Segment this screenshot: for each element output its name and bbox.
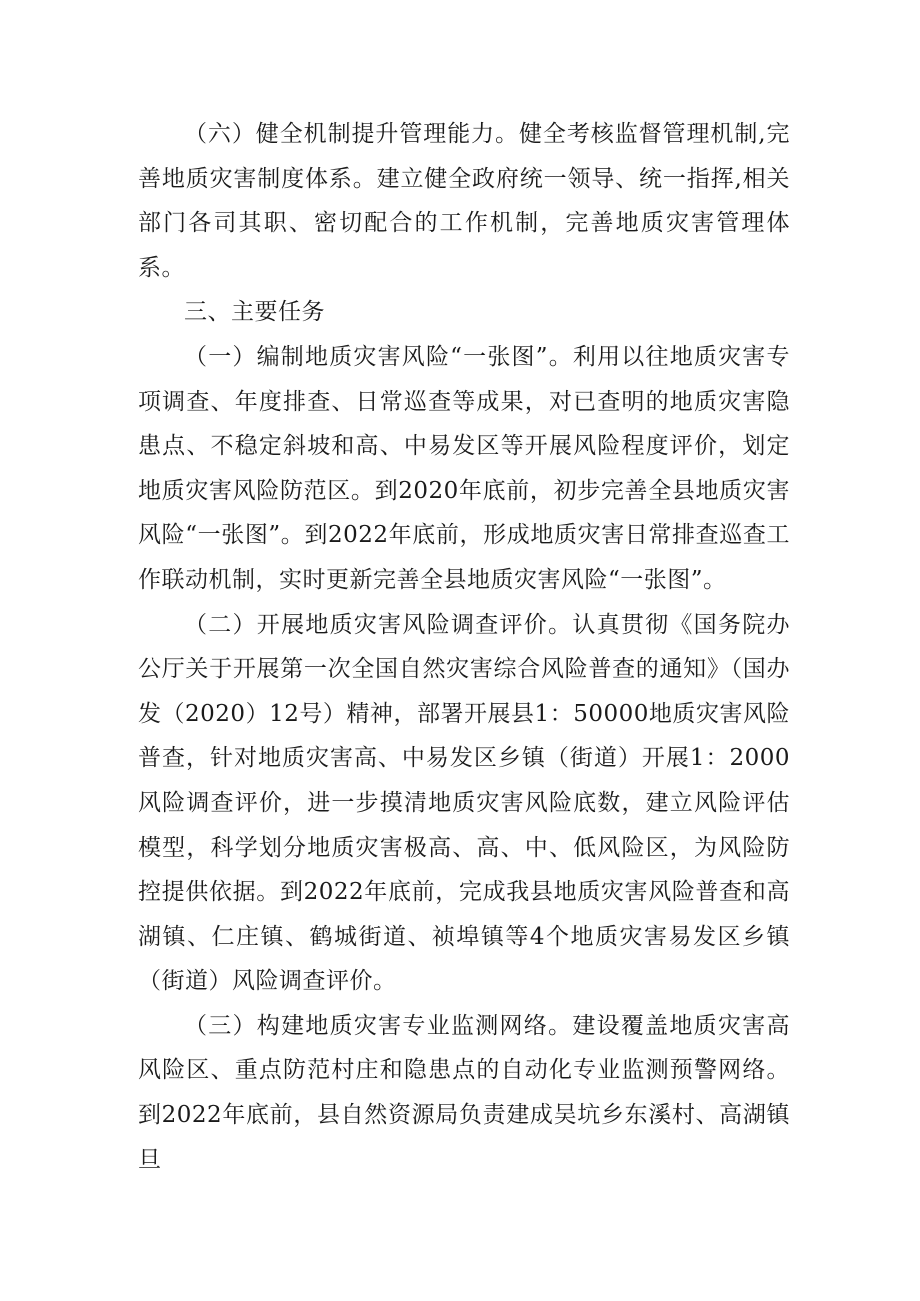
section-heading-main-tasks: 三、主要任务 bbox=[184, 299, 325, 326]
paragraph-risk-survey: （二）开展地质灾害风险调查评价。认真贯彻《国务院办公厅关于开展第一次全国自然灾害综合风险普查的通知》（国办发（2020）12号）精神，部署开展县1：50000地质灾害风险普查，针对地质灾害高、中易发区乡镇（街道）开展1：2000风险调查评价，进一步摸清地质灾害风险底数，建立风险评估模型，科学划分地质灾害极高、高、中、低风险区，为风险防控提供依据。到2022年底前，完成我县地质灾害风险普查和高湖镇、仁庄镇、鹤城街道、祯埠镇等4个地质灾害易发区乡镇（街道）风险调查评价。 bbox=[138, 611, 790, 995]
paragraph-monitoring-network: （三）构建地质灾害专业监测网络。建设覆盖地质灾害高风险区、重点防范村庄和隐患点的自动化专业监测预警网络。到2022年底前，县自然资源局负责建成吴坑乡东溪村、高湖镇旦 bbox=[138, 1012, 790, 1173]
document-body bbox=[138, 112, 790, 1182]
paragraph-mechanism: （六）健全机制提升管理能力。健全考核监督管理机制,完善地质灾害制度体系。建立健全政府统一领导、统一指挥,相关部门各司其职、密切配合的工作机制，完善地质灾害管理体系。 bbox=[138, 121, 790, 281]
paragraph-risk-map: （一）编制地质灾害风险“一张图”。利用以往地质灾害专项调查、年度排查、日常巡查等成果，对已查明的地质灾害隐患点、不稳定斜坡和高、中易发区等开展风险程度评价，划定地质灾害风险防范区。到2020年底前，初步完善全县地质灾害风险“一张图”。到2022年底前，形成地质灾害日常排查巡查工作联动机制，实时更新完善全县地质灾害风险“一张图”。 bbox=[138, 343, 790, 593]
